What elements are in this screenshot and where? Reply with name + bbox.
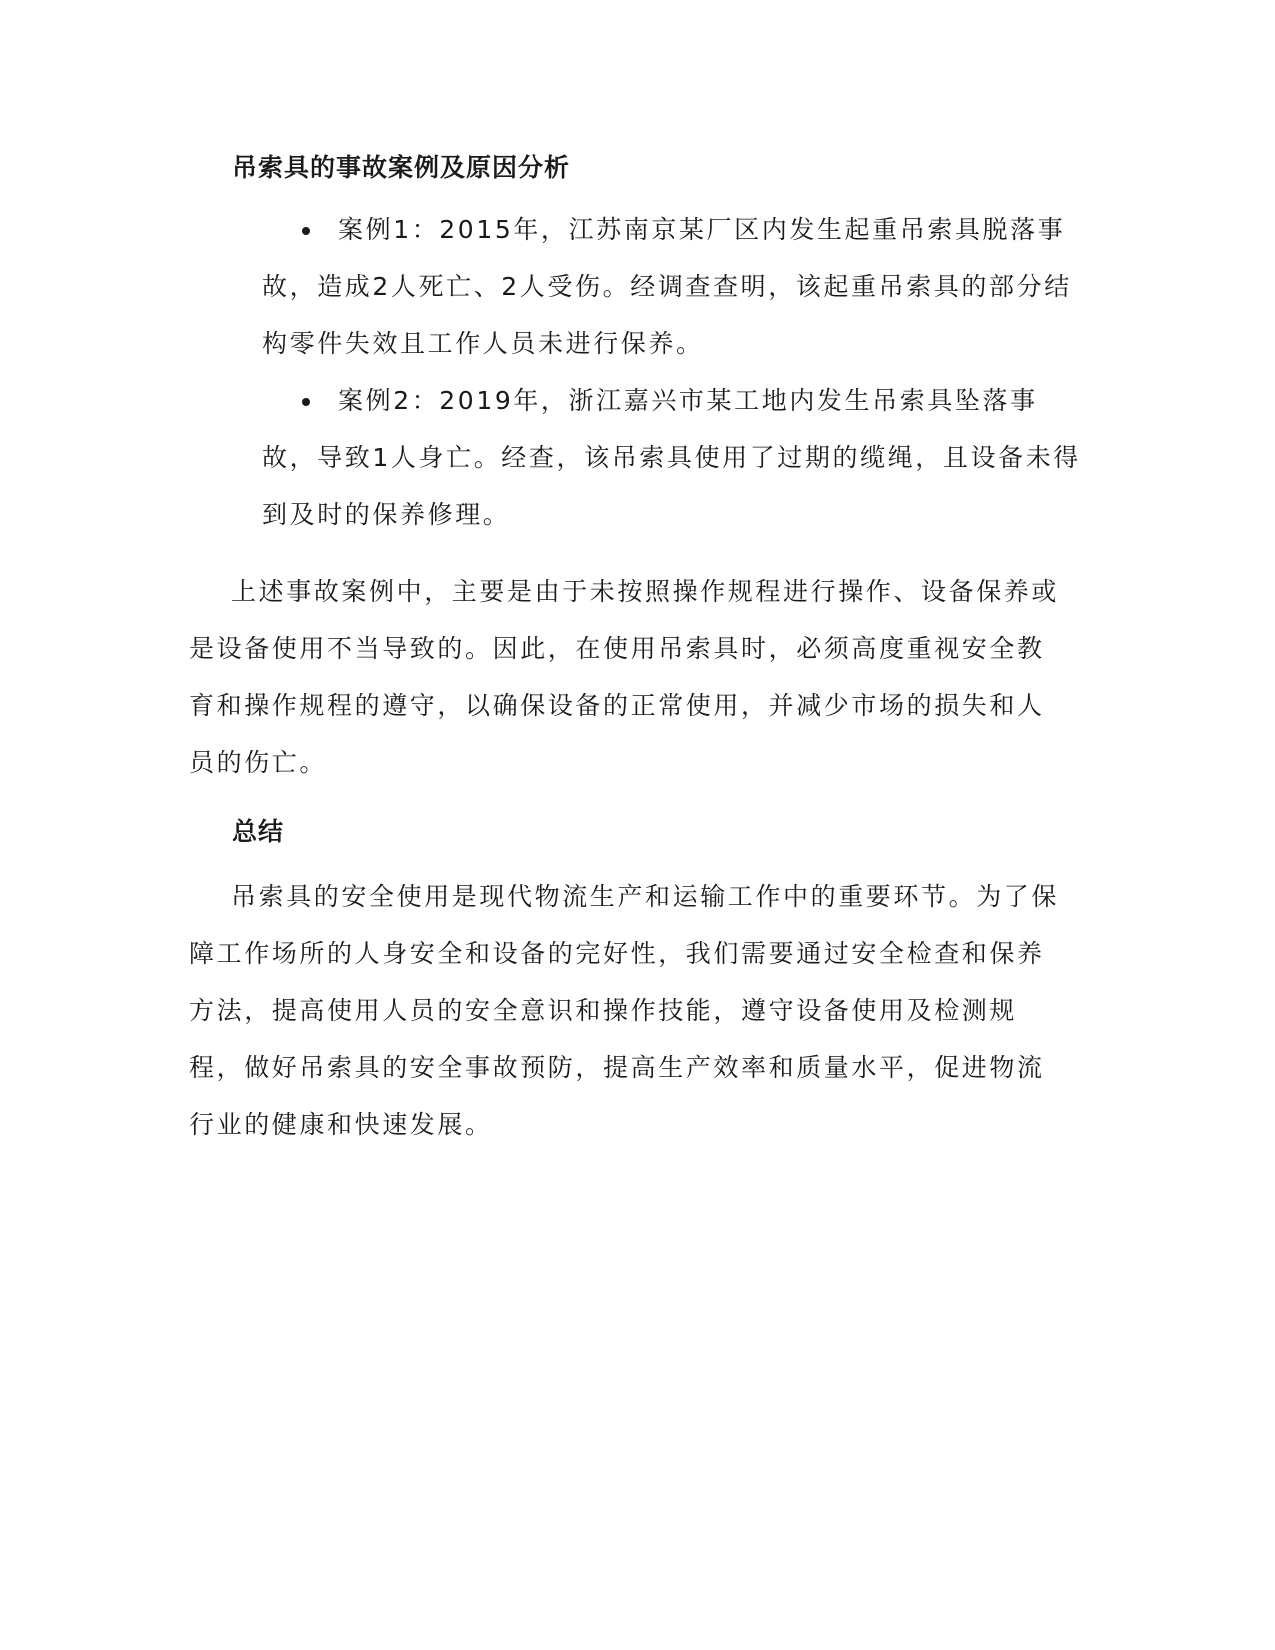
list-item (262, 372, 1082, 543)
case-list (262, 201, 1082, 543)
section-heading-accident-cases: 吊索具的事故案例及原因分析 (232, 153, 571, 182)
bullet-icon (302, 227, 310, 235)
case-text: 案例1：2015年，江苏南京某厂区内发生起重吊索具脱落事故，造成2人死亡、2人受伤。经调查查明，该起重吊索具的部分结构零件失效且工作人员未进行保养。 (262, 215, 1072, 358)
list-item (262, 201, 1082, 372)
bullet-icon (302, 398, 310, 406)
section-heading-summary: 总结 (232, 817, 285, 846)
summary-paragraph: 吊索具的安全使用是现代物流生产和运输工作中的重要环节。为了保障工作场所的人身安全和设备的完好性，我们需要通过安全检查和保养方法，提高使用人员的安全意识和操作技能，遵守设备使用及检测规程，做好吊索具的安全事故预防，提高生产效率和质量水平，促进物流行业的健康和快速发展。 (189, 882, 1060, 1139)
case-text: 案例2：2019年，浙江嘉兴市某工地内发生吊索具坠落事故，导致1人身亡。经查，该吊索具使用了过期的缆绳，且设备未得到及时的保养修理。 (262, 386, 1081, 529)
analysis-paragraph: 上述事故案例中，主要是由于未按照操作规程进行操作、设备保养或是设备使用不当导致的。因此，在使用吊索具时，必须高度重视安全教育和操作规程的遵守，以确保设备的正常使用，并减少市场的损失和人员的伤亡。 (189, 577, 1060, 777)
